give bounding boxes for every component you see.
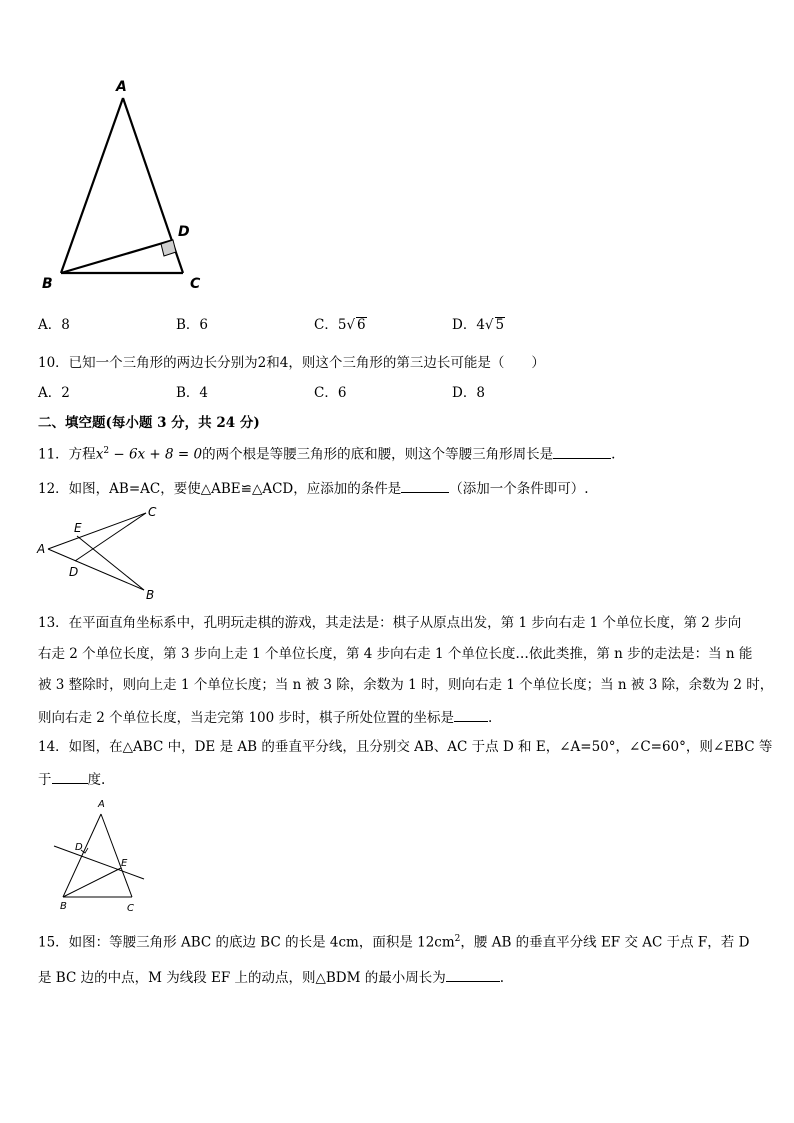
q12-prefix: 12．如图，AB=AC，要使△ABE≌△ACD，应添加的条件是	[38, 481, 402, 497]
figure-perpendicular-bisector	[50, 796, 150, 918]
answer-blank[interactable]	[401, 478, 449, 493]
label-c: C	[127, 903, 134, 914]
q12-suffix: （添加一个条件即可）.	[449, 481, 589, 497]
label-d: D	[75, 842, 83, 853]
answer-blank[interactable]	[446, 967, 500, 982]
q9-option-c-prefix: C．	[314, 317, 338, 333]
sqrt-icon: √	[346, 317, 356, 333]
q9-option-b: B．6	[176, 317, 209, 333]
q14-line-2-prefix: 于	[38, 772, 52, 788]
label-a: A	[116, 79, 127, 95]
segment-ab	[63, 814, 101, 897]
q10-option-b: B．4	[176, 385, 209, 401]
line-de	[54, 846, 144, 879]
q15-line-1	[38, 930, 749, 952]
figure-triangle-altitude	[30, 72, 220, 297]
q9-option-c-coef: 5	[337, 317, 347, 333]
q11-text	[38, 442, 615, 464]
q10-text: 10．已知一个三角形的两边长分别为2和4，则这个三角形的第三边长可能是（ ）	[38, 355, 545, 371]
q13-line-3: 被 3 整除时，则向上走 1 个单位长度；当 n 被 3 除，余数为 1 时，则向右走 1 个单位长度；当 n 被 3 除，余数为 2 时，	[38, 677, 774, 693]
label-e: E	[121, 858, 128, 869]
label-a: A	[37, 542, 46, 556]
label-c: C	[148, 505, 157, 519]
q9-option-a: A．8	[38, 317, 70, 333]
q10-option-a: A．2	[38, 385, 70, 401]
q9-option-c-radicand: 6	[357, 317, 366, 333]
q11-suffix: 的两个根是等腰三角形的底和腰，则这个等腰三角形周长是	[202, 446, 554, 463]
q15-line-1-a: 15．如图：等腰三角形 ABC 的底边 BC 的长是 4cm，面积是 12cm	[38, 934, 455, 951]
q9-option-d	[452, 316, 505, 334]
sqrt-icon: √	[484, 317, 494, 333]
segment-bd	[61, 240, 173, 273]
answer-blank[interactable]	[454, 707, 488, 722]
q11-equation-exp: 2	[103, 446, 110, 456]
q9-option-d-coef: 4	[476, 317, 485, 333]
figure-congruent-triangles	[34, 502, 164, 602]
label-b: B	[60, 901, 67, 912]
q9-option-d-radicand: 5	[495, 317, 505, 333]
q13-line-4-prefix: 则向右走 2 个单位长度，当走完第 100 步时，棋子所处位置的坐标是	[38, 710, 455, 726]
q12-text	[38, 478, 589, 498]
q14-line-2-suffix: 度.	[87, 772, 106, 788]
q10-option-d: D．8	[452, 385, 485, 401]
segment-ab	[61, 98, 123, 273]
q11-prefix: 11．方程	[38, 446, 96, 463]
label-d: D	[178, 224, 190, 240]
label-d: D	[69, 565, 79, 579]
q11-equation-x: x	[95, 446, 104, 463]
q15-end: .	[499, 970, 505, 986]
q15-line-2-prefix: 是 BC 边的中点，M 为线段 EF 上的动点，则△BDM 的最小周长为	[38, 970, 446, 986]
segment-ab	[48, 549, 144, 590]
label-b: B	[42, 276, 53, 292]
q13-line-2: 右走 2 个单位长度，第 3 步向上走 1 个单位长度，第 4 步向右走 1 个单位长度…依此类推，第 n 步的走法是：当 n 能	[38, 646, 753, 662]
q11-equation-rest: − 6x + 8 = 0	[109, 446, 203, 463]
label-c: C	[190, 276, 201, 292]
section-title: 二、填空题(每小题 3 分，共 24 分)	[38, 415, 260, 431]
q9-option-d-prefix: D．	[452, 317, 477, 333]
label-e: E	[74, 521, 82, 535]
q13-line-4	[38, 707, 492, 727]
answer-blank[interactable]	[553, 444, 611, 459]
segment-be	[63, 868, 121, 897]
q14-line-1: 14．如图，在△ABC 中，DE 是 AB 的垂直平分线，且分别交 AB、AC 于点 D 和 E，∠A=50°，∠C=60°，则∠EBC 等	[38, 739, 773, 755]
q11-end: .	[611, 446, 616, 463]
q10-option-c: C．6	[314, 385, 347, 401]
q13-end: .	[488, 710, 493, 726]
segment-be	[77, 536, 144, 590]
segment-ac	[101, 814, 132, 897]
q14-line-2	[38, 769, 105, 789]
q15-line-1-exp: 2	[454, 934, 461, 944]
q13-line-1: 13．在平面直角坐标系中，孔明玩走棋的游戏，其走法是：棋子从原点出发，第 1 步向右走 1 个单位长度，第 2 步向	[38, 615, 742, 631]
q15-line-2	[38, 967, 504, 987]
label-a: A	[98, 799, 105, 810]
q15-line-1-b: ，腰 AB 的垂直平分线 EF 交 AC 于点 F，若 D	[460, 934, 750, 951]
q9-option-c	[314, 316, 367, 334]
answer-blank[interactable]	[52, 769, 88, 784]
label-b: B	[146, 588, 155, 602]
segment-cd	[75, 513, 146, 561]
segment-ac	[48, 513, 146, 549]
